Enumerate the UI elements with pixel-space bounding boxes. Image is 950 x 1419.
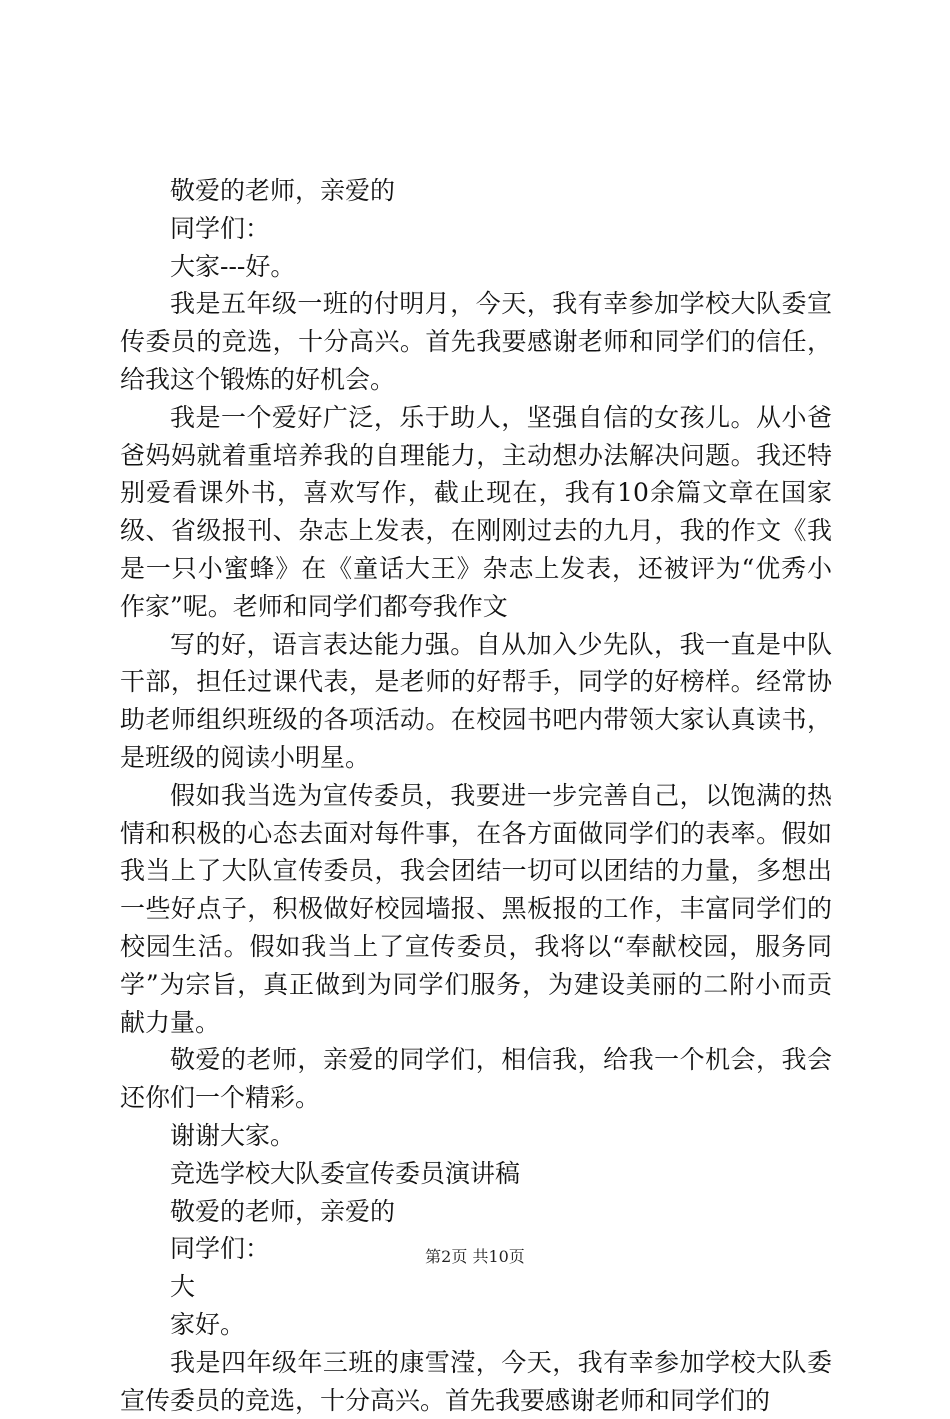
document-body [120,172,832,1419]
paragraph-salutation-4: 同学们： [170,1234,271,1264]
paragraph-greeting-2a: 大 [170,1272,196,1302]
paragraph-salutation-1: 敬爱的老师，亲爱的 [170,176,396,205]
paragraph-self-description: 我是一个爱好广泛，乐于助人，坚强自信的女孩儿。从小爸爸妈妈就着重培养我的自理能力，主动想办法解决问题。我还特别爱看课外书，喜欢写作，截止现在，我有10余篇文章在国家级、省级报刊、杂志上发表，在刚刚过去的九月，我的作文《我是一只小蜜蜂》在《童话大王》杂志上发表，还被评为“优秀小作家”呢。老师和同学们都夸我作文 [120,402,832,621]
paragraph-greeting-2b: 家好。 [170,1309,246,1339]
speech-title: 竞选学校大队委宣传委员演讲稿 [170,1158,521,1188]
paragraph-intro: 我是五年级一班的付明月，今天，我有幸参加学校大队委宣传委员的竞选，十分高兴。首先我要感谢老师和同学们的信任，给我这个锻炼的好机会。 [120,289,832,394]
paragraph-plans: 假如我当选为宣传委员，我要进一步完善自己，以饱满的热情和积极的心态去面对每件事，在各方面做同学们的表率。假如我当上了大队宣传委员，我会团结一切可以团结的力量，多想出一些好点子，积极做好校园墙报、黑板报的工作，丰富同学们的校园生活。假如我当上了宣传委员，我将以“奉献校园，服务同学”为宗旨，真正做到为同学们服务，为建设美丽的二附小而贡献力量。 [120,780,832,1037]
paragraph-intro-2: 我是四年级年三班的康雪滢，今天，我有幸参加学校大队委宣传委员的竞选，十分高兴。首先我要感谢老师和同学们的 [120,1347,832,1415]
paragraph-thanks: 谢谢大家。 [170,1120,296,1150]
paragraph-greeting: 大家---好。 [170,251,296,281]
paragraph-appeal: 敬爱的老师，亲爱的同学们，相信我，给我一个机会，我会还你们一个精彩。 [120,1045,832,1113]
paragraph-salutation-3: 敬爱的老师，亲爱的 [170,1196,396,1226]
page-number-footer: 第2页 共10页 [425,1247,525,1266]
paragraph-salutation-2: 同学们： [170,213,271,243]
paragraph-achievements: 写的好，语言表达能力强。自从加入少先队，我一直是中队干部，担任过课代表，是老师的好帮手，同学的好榜样。经常协助老师组织班级的各项活动。在校园书吧内带领大家认真读书，是班级的阅读小明星。 [120,629,832,772]
